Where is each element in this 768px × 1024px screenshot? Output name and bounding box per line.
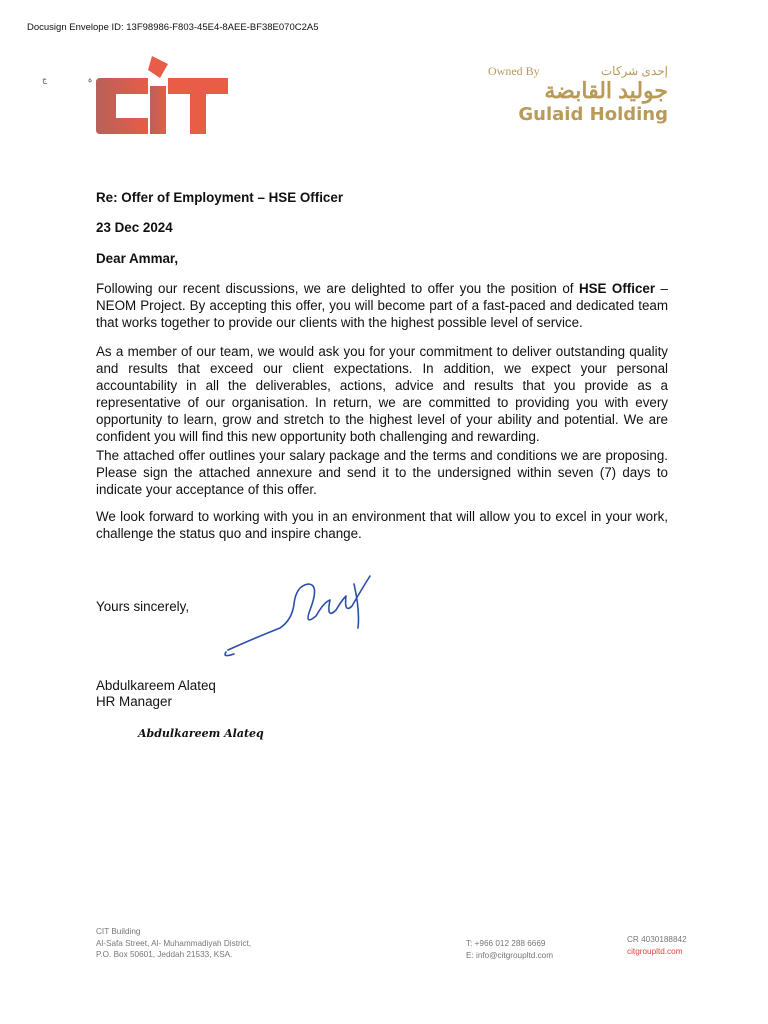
signer-name: Abdulkareem Alateq [96,678,216,693]
footer-contact [466,938,553,961]
envelope-id: Docusign Envelope ID: 13F98986-F803-45E4-8AEE-BF38E070C2A5 [27,22,319,33]
paragraph-offer [96,280,668,331]
closing-line: Yours sincerely, [96,599,190,614]
paragraph-acceptance: The attached offer outlines your salary package and the terms and conditions we are proposing. Please sign the attached annexure and send it to the undersigned within seven (7) days to indicate your acceptance of this offer. [96,448,668,497]
salutation: Dear Ammar, [96,251,179,266]
footer-address-line-1: Al-Safa Street, Al- Muhammadiyah District, [96,938,252,948]
owned-by-gulaid [488,58,668,133]
owned-arabic-caption: إحدى شركات [600,64,668,78]
svg-text:ج: ج [42,75,48,84]
gulaid-holding-name: Gulaid Holding [518,104,668,125]
paragraph-closing: We look forward to working with you in an environment that will allow you to excel in your work, challenge the status quo and inspire change. [96,509,668,541]
paragraph-offer-rest: – NEOM Project. By accepting this offer, you will become part of a fast-paced and dedicated team that works together to provide our clients with the highest possible level of service. [96,281,668,330]
signer-title: HR Manager [96,694,172,709]
footer-building: CIT Building [96,927,141,936]
owned-by-label: Owned By [488,64,540,78]
footer-phone: T: +966 012 288 6669 [466,939,546,948]
footer-registration [627,934,687,957]
footer-email[interactable]: E: info@citgroupltd.com [466,950,554,960]
cit-logo [40,52,240,142]
signature [220,570,390,665]
footer-cr: CR 4030188842 [627,935,687,944]
footer-address-line-2: P.O. Box 50601, Jeddah 21533, KSA. [96,950,233,959]
paragraph-offer-intro: Following our recent discussions, we are delighted to offer you the position of [96,281,579,296]
letter-date: 23 Dec 2024 [96,220,173,235]
letter-subject: Re: Offer of Employment – HSE Officer [96,190,344,205]
position-title: HSE Officer [578,281,656,296]
gulaid-arabic-name: جوليد القابضة [544,78,668,103]
handwritten-name: Abdulkareem Alateq [138,727,264,740]
footer-address [96,926,251,961]
svg-text:ة: ة [88,75,93,84]
paragraph-commitment: As a member of our team, we would ask you for your commitment to deliver outstanding quality and results that exceed our client expectations. In addition, we expect your personal accountability in all the deliverables, actions, advice and results that you provide as a representative of our organisation. In return, we are committed to providing you with every opportunity to learn, grow and stretch to the highest level of your ability and potential. We are confident you will find this new opportunity both challenging and rewarding. [96,344,668,444]
footer-website[interactable]: citgroupltd.com [627,946,683,956]
